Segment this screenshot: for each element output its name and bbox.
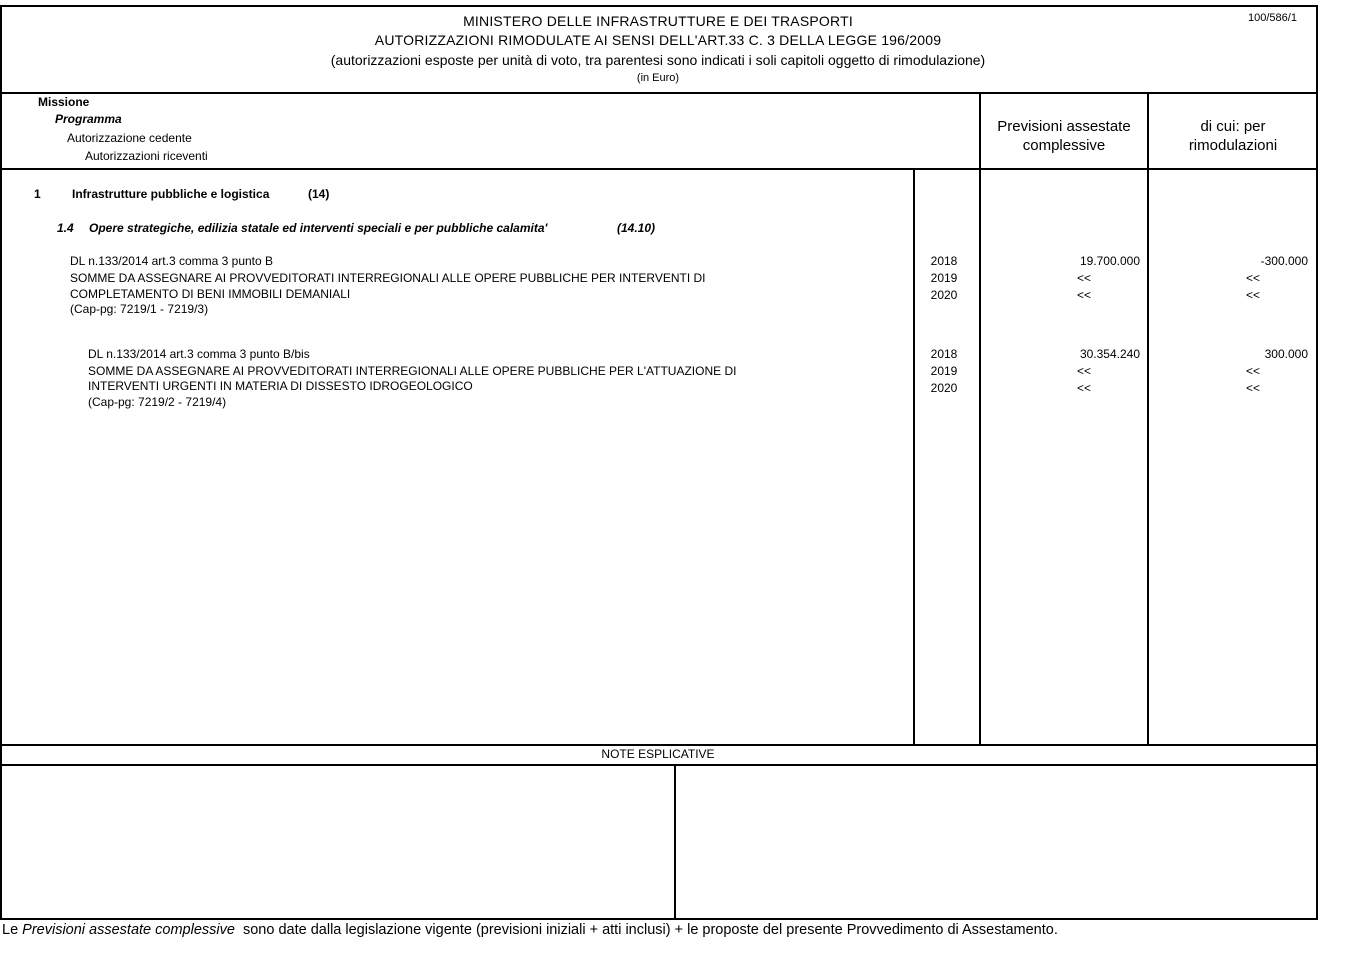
authorization-title: DL n.133/2014 art.3 comma 3 punto B bbox=[70, 254, 274, 268]
missione-number: 1 bbox=[34, 187, 41, 201]
document-subtitle: AUTORIZZAZIONI RIMODULATE AI SENSI DELL'ART.33 C. 3 DELLA LEGGE 196/2009 bbox=[374, 32, 942, 48]
legend-programma: Programma bbox=[55, 112, 122, 126]
rimodulazioni-column-separator bbox=[1147, 92, 1149, 745]
previsioni-cell: 30.354.240 bbox=[1079, 347, 1140, 361]
programma-number: 1.4 bbox=[57, 221, 74, 235]
year-cell: 2020 bbox=[930, 288, 958, 302]
previsioni-cell: << bbox=[1077, 271, 1092, 285]
year-cell: 2019 bbox=[930, 271, 958, 285]
authorization-chapters: (Cap-pg: 7219/1 - 7219/3) bbox=[70, 302, 209, 316]
previsioni-cell: 19.700.000 bbox=[1079, 254, 1140, 268]
rimodulazioni-cell: 300.000 bbox=[1264, 347, 1308, 361]
notes-title: NOTE ESPLICATIVE bbox=[601, 747, 715, 761]
year-cell: 2020 bbox=[930, 381, 958, 395]
year-cell: 2018 bbox=[930, 347, 958, 361]
rimodulazioni-cell: -300.000 bbox=[1260, 254, 1308, 268]
previsioni-cell: << bbox=[1077, 288, 1092, 302]
programma-label: Opere strategiche, edilizia statale ed interventi speciali e per pubbliche calamita' bbox=[89, 221, 548, 235]
authorization-chapters: (Cap-pg: 7219/2 - 7219/4) bbox=[88, 395, 227, 409]
column-header-divider bbox=[0, 168, 1318, 170]
legend-cedente: Autorizzazione cedente bbox=[67, 131, 192, 145]
programma-code: (14.10) bbox=[617, 221, 656, 235]
previsioni-cell: << bbox=[1077, 381, 1092, 395]
ministry-title: MINISTERO DELLE INFRASTRUTTURE E DEI TRASPORTI bbox=[463, 13, 853, 29]
legend-riceventi: Autorizzazioni riceventi bbox=[85, 149, 208, 163]
notes-left-panel bbox=[2, 766, 674, 918]
footer-note bbox=[2, 922, 1058, 938]
year-cell: 2019 bbox=[930, 364, 958, 378]
rimodulazioni-cell: << bbox=[1246, 381, 1261, 395]
missione-label: Infrastrutture pubbliche e logistica bbox=[72, 187, 270, 201]
authorization-title: DL n.133/2014 art.3 comma 3 punto B/bis bbox=[88, 347, 310, 361]
rimodulazioni-cell: << bbox=[1246, 364, 1261, 378]
legend-missione: Missione bbox=[38, 95, 90, 109]
column-header-rimodulazioni: di cui: per rimodulazioni bbox=[1188, 118, 1278, 154]
authorization-description: COMPLETAMENTO DI BENI IMMOBILI DEMANIALI bbox=[70, 287, 351, 301]
year-column-separator bbox=[913, 168, 915, 745]
previsioni-column-separator bbox=[979, 92, 981, 745]
currency-note: (in Euro) bbox=[636, 72, 680, 84]
authorization-description: SOMME DA ASSEGNARE AI PROVVEDITORATI INTERREGIONALI ALLE OPERE PUBBLICHE PER L'ATTUAZIONE DI bbox=[88, 364, 737, 378]
previsioni-cell: << bbox=[1077, 364, 1092, 378]
header-divider bbox=[0, 92, 1318, 94]
year-cell: 2018 bbox=[930, 254, 958, 268]
table-bottom-divider bbox=[0, 744, 1318, 746]
footer-suffix: sono date dalla legislazione vigente (previsioni iniziali + atti inclusi) + le proposte del presente Provvedimento di Assestamento. bbox=[234, 922, 1058, 938]
rimodulazioni-cell: << bbox=[1246, 271, 1261, 285]
document-code: 100/586/1 bbox=[1248, 12, 1297, 24]
missione-code: (14) bbox=[308, 187, 330, 201]
footer-emphasis: Previsioni assestate complessive bbox=[22, 922, 235, 938]
authorization-description: SOMME DA ASSEGNARE AI PROVVEDITORATI INTERREGIONALI ALLE OPERE PUBBLICHE PER INTERVENTI DI bbox=[70, 271, 706, 285]
document-description: (autorizzazioni esposte per unità di voto, tra parentesi sono indicati i soli capitoli oggetto di rimodulazione) bbox=[330, 52, 986, 68]
column-header-previsioni: Previsioni assestate complessive bbox=[997, 118, 1131, 154]
notes-right-panel bbox=[676, 766, 1316, 918]
rimodulazioni-cell: << bbox=[1246, 288, 1261, 302]
footer-prefix: Le bbox=[2, 922, 23, 938]
authorization-description: INTERVENTI URGENTI IN MATERIA DI DISSESTO IDROGEOLOGICO bbox=[88, 379, 473, 393]
